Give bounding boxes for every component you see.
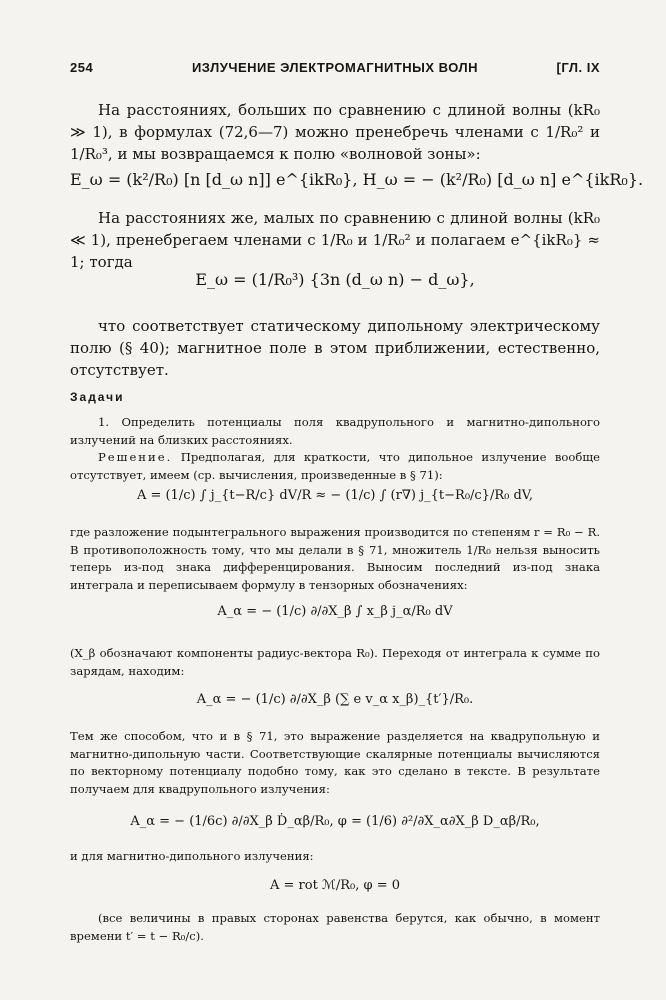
paragraph-1: На расстояниях, больших по сравнению с длиной волны (kR₀ ≫ 1), в формулах (72,6—7) можно пренебречь членами с 1/R₀² и 1/R₀³, и мы возвращаемся к полю «волновой зоны»: xyxy=(70,101,600,163)
paragraph-2: На расстояниях же, малых по сравнению с длиной волны (kR₀ ≪ 1), пренебрегаем членами с 1/R₀ и 1/R₀² и полагаем e^{ikR₀} ≈ 1; тогда xyxy=(70,209,600,271)
solution-paragraph-6: (все величины в правых сторонах равенства берутся, как обычно, в момент времени t′ = t − R₀/c). xyxy=(70,911,600,943)
solution-text-1: Предполагая, для краткости, что дипольное излучение вообще отсутствует, имеем (ср. вычисления, произведенные в § 71): xyxy=(70,450,600,482)
running-header xyxy=(70,60,600,82)
page-number: 254 xyxy=(70,60,94,75)
equation-quadrupole: A_α = − (1/6c) ∂/∂X_β Ḋ_αβ/R₀, φ = (1/6) ∂²/∂X_α∂X_β D_αβ/R₀, xyxy=(130,814,540,829)
equation-wave-zone: E_ω = (k²/R₀) [n [d_ω n]] e^{ikR₀}, H_ω = − (k²/R₀) [d_ω n] e^{ikR₀}. xyxy=(70,170,644,189)
equation-tensor-form: A_α = − (1/c) ∂/∂X_β ∫ x_β j_α/R₀ dV xyxy=(217,604,453,619)
chapter-label: [ГЛ. IX xyxy=(556,60,600,75)
equation-vector-potential: A = (1/c) ∫ j_{t−R/c} dV/R ≈ − (1/c) ∫ (r∇) j_{t−R₀/c}/R₀ dV, xyxy=(136,488,534,503)
problem-1-statement: 1. Определить потенциалы поля квадрупольного и магнитно-дипольного излучений на близких расстояниях. xyxy=(70,415,600,447)
running-title: ИЗЛУЧЕНИЕ ЭЛЕКТРОМАГНИТНЫХ ВОЛН xyxy=(191,60,479,75)
equation-sum-over-charges: A_α = − (1/c) ∂/∂X_β (∑ e v_α x_β)_{t′}/R₀. xyxy=(196,692,474,707)
solution-paragraph-1 xyxy=(70,449,600,484)
solution-label: Решение. xyxy=(98,450,173,464)
solution-paragraph-4: Тем же способом, что и в § 71, это выражение разделяется на квадрупольную и магнитно-дипольную части. Соответствующие скалярные потенциалы вычисляются по векторному потенциалу подобно тому, как это сделано в тексте. В результате получаем для квадрупольного излучения: xyxy=(70,729,600,796)
problems-heading: Задачи xyxy=(70,390,125,404)
solution-paragraph-2: где разложение подынтегрального выражения производится по степеням r = R₀ − R. В противоположность тому, что мы делали в § 71, множитель 1/R₀ нельзя выносить теперь из-под знака дифференцирования. Выносим последний из-под знака интеграла и переписываем формулу в тензорных обозначениях: xyxy=(70,525,600,592)
solution-paragraph-3: (X_β обозначают компоненты радиус-вектора R₀). Переходя от интеграла к сумме по зарядам, находим: xyxy=(70,646,600,678)
solution-paragraph-5: и для магнитно-дипольного излучения: xyxy=(70,849,314,863)
equation-near-zone: E_ω = (1/R₀³) {3n (d_ω n) − d_ω}, xyxy=(195,270,475,289)
equation-magnetic-dipole: A = rot ℳ/R₀, φ = 0 xyxy=(269,878,401,893)
paragraph-3: что соответствует статическому дипольному электрическому полю (§ 40); магнитное поле в этом приближении, естественно, отсутствует. xyxy=(70,317,600,379)
